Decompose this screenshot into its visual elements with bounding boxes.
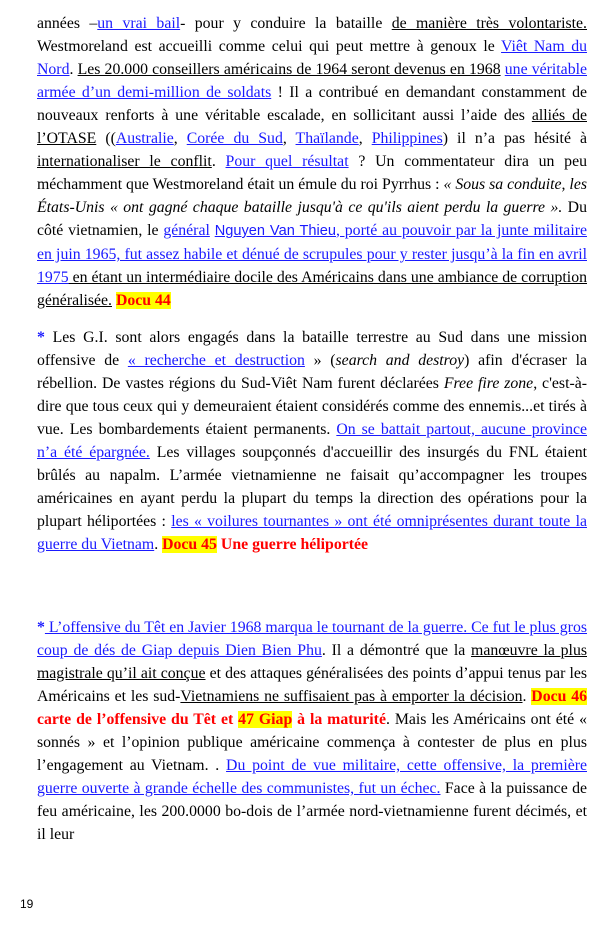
underlined-text: manœuvre la plus magistrale qu’il ait conçue bbox=[37, 642, 587, 682]
document-page bbox=[37, 12, 587, 846]
link-nguyen-van-thieu[interactable]: Nguyen Van Thieu bbox=[214, 223, 336, 239]
text-span: ? Un commentateur dira un peu méchamment que Westmoreland était un émule du roi Pyrrhus : bbox=[37, 153, 587, 193]
docu-46-highlight: Docu 46 bbox=[531, 688, 587, 705]
text-span: . bbox=[154, 536, 163, 553]
text-span: ) afin d'écraser la rébellion. De vastes régions du Sud-Viêt Nam furent déclarées bbox=[37, 352, 587, 392]
text-span: - pour y conduire la bataille bbox=[180, 15, 392, 32]
docu-46-caption: carte de l’offensive du Têt et bbox=[37, 711, 239, 728]
text-span: Les villages soupçonnés d'accueillir des insurgés du FNL étaient brûlés au napalm. L’armée vietnamienne ne faisait qu’accompagner les troupes américaines en ayant perdu la plupart du temps la direction des opérations pour la plupart héliportées : bbox=[37, 444, 587, 530]
text-span: Du côté vietnamien, le bbox=[37, 199, 587, 239]
italic-quote: « Sous sa conduite, les États-Unis « ont gagné chaque bataille jusqu'à ce qu'ils aient perdu la guerre ». bbox=[37, 176, 587, 216]
italic-term: search and destroy bbox=[335, 352, 465, 369]
paragraph-westmoreland bbox=[37, 12, 587, 312]
paragraph-spacer bbox=[37, 312, 587, 326]
docu-45-highlight: Docu 45 bbox=[162, 536, 217, 553]
text-span: , c'est-à-dire que tous ceux qui y demeuraient étaient considérés comme des ennemis...et tirés à vue. Les bombardements étaient permanents. bbox=[37, 375, 587, 438]
text-span: années – bbox=[37, 15, 98, 32]
underlined-text: Les 20.000 conseillers américains de 1964 seront devenus en 1968 bbox=[77, 61, 501, 78]
link-australie[interactable]: Australie bbox=[115, 130, 174, 147]
text-span: . bbox=[522, 688, 532, 705]
text-span: , bbox=[173, 130, 187, 147]
link-recherche-destruction[interactable]: « recherche et destruction bbox=[127, 352, 305, 369]
text-span: . Mais les Américains ont été « sonnés » et l’opinion publique américaine commença à contester de plus en plus l’engagement au Vietnam. . bbox=[37, 711, 587, 774]
underlined-text: alliés de l’OTASE bbox=[37, 107, 587, 147]
underlined-text: en étant un intermédiaire docile des Américains dans une ambiance de corruption généralisée. bbox=[37, 269, 587, 309]
docu-44-highlight: Docu 44 bbox=[115, 292, 171, 309]
docu-45-caption: Une guerre héliportée bbox=[216, 536, 369, 553]
link-thieu-description[interactable]: , porté au pouvoir par la junte militaire en juin 1965, fut assez habile et dénué de scrupules pour y rester jusqu’à la fin en avril 1975 bbox=[37, 222, 587, 286]
link-demi-million-soldats[interactable]: une véritable armée d’un demi-million de soldats bbox=[37, 61, 587, 101]
link-general[interactable]: général bbox=[163, 222, 210, 239]
text-span: Les G.I. sont alors engagés dans la bataille terrestre au Sud dans une mission offensive de bbox=[37, 329, 587, 369]
text-span: , bbox=[358, 130, 372, 147]
link-offensive-du-tet[interactable]: L’offensive du Têt en Javier 1968 marqua le tournant de la guerre. Ce fut le plus gros coup de dés de Giap depuis Dien Bien Phu bbox=[37, 619, 587, 659]
paragraph-spacer bbox=[37, 556, 587, 616]
docu-47-highlight: 47 Giap bbox=[238, 711, 293, 728]
text-span: . bbox=[69, 61, 78, 78]
link-thailande[interactable]: Thaïlande bbox=[295, 130, 359, 147]
text-span: Westmoreland est accueilli comme celui qui peut mettre à genoux le bbox=[37, 38, 502, 55]
text-span: ) il n’a pas hésité à bbox=[442, 130, 587, 147]
text-span: ! Il a contribué en demandant constamment de nouveaux renforts à une véritable escalade, en sollicitant aussi l’aide des bbox=[37, 84, 587, 124]
link-voilures-tournantes[interactable]: les « voilures tournantes » ont été omniprésentes durant toute la guerre du Vietnam bbox=[37, 513, 587, 553]
docu-47-caption: à la maturité bbox=[292, 711, 386, 728]
underlined-text: de manière très volontariste. bbox=[391, 15, 588, 32]
page-number: 19 bbox=[20, 897, 34, 911]
link-philippines[interactable]: Philippines bbox=[371, 130, 443, 147]
text-span: . Il a démontré que la bbox=[321, 642, 472, 659]
bullet-star: * bbox=[37, 619, 45, 636]
link-pour-quel-resultat[interactable]: Pour quel résultat bbox=[225, 153, 349, 170]
text-span: (( bbox=[96, 130, 116, 147]
underlined-text: internationaliser le conflit bbox=[37, 153, 212, 170]
paragraph-gi-engages bbox=[37, 326, 587, 556]
link-point-de-vue-militaire[interactable]: Du point de vue militaire, cette offensive, la première guerre ouverte à grande échelle des communistes, fut un échec. bbox=[37, 757, 587, 797]
italic-term: Free fire zone bbox=[443, 375, 534, 392]
link-viet-nam-du-nord[interactable]: Viêt Nam du Nord bbox=[37, 38, 587, 78]
link-on-se-battait-partout[interactable]: On se battait partout, aucune province n’a été épargnée. bbox=[37, 421, 587, 461]
paragraph-offensive-tet bbox=[37, 616, 587, 846]
text-span: » ( bbox=[304, 352, 336, 369]
link-coree-du-sud[interactable]: Corée du Sud bbox=[186, 130, 283, 147]
text-span: , bbox=[282, 130, 296, 147]
link-vrai-bail[interactable]: un vrai bail bbox=[97, 15, 181, 32]
underlined-text: Vietnamiens ne suffisaient pas à emporter la décision bbox=[180, 688, 523, 705]
text-span: . bbox=[211, 153, 226, 170]
text-span: Face à la puissance de feu américaine, les 200.0000 bo-dois de l’armée nord-vietnamienne furent décimés, et il leur bbox=[37, 780, 587, 843]
text-span: et des attaques généralisées des points d’appui tenus par les Américains et les sud- bbox=[37, 665, 587, 705]
bullet-star: * bbox=[37, 329, 45, 346]
